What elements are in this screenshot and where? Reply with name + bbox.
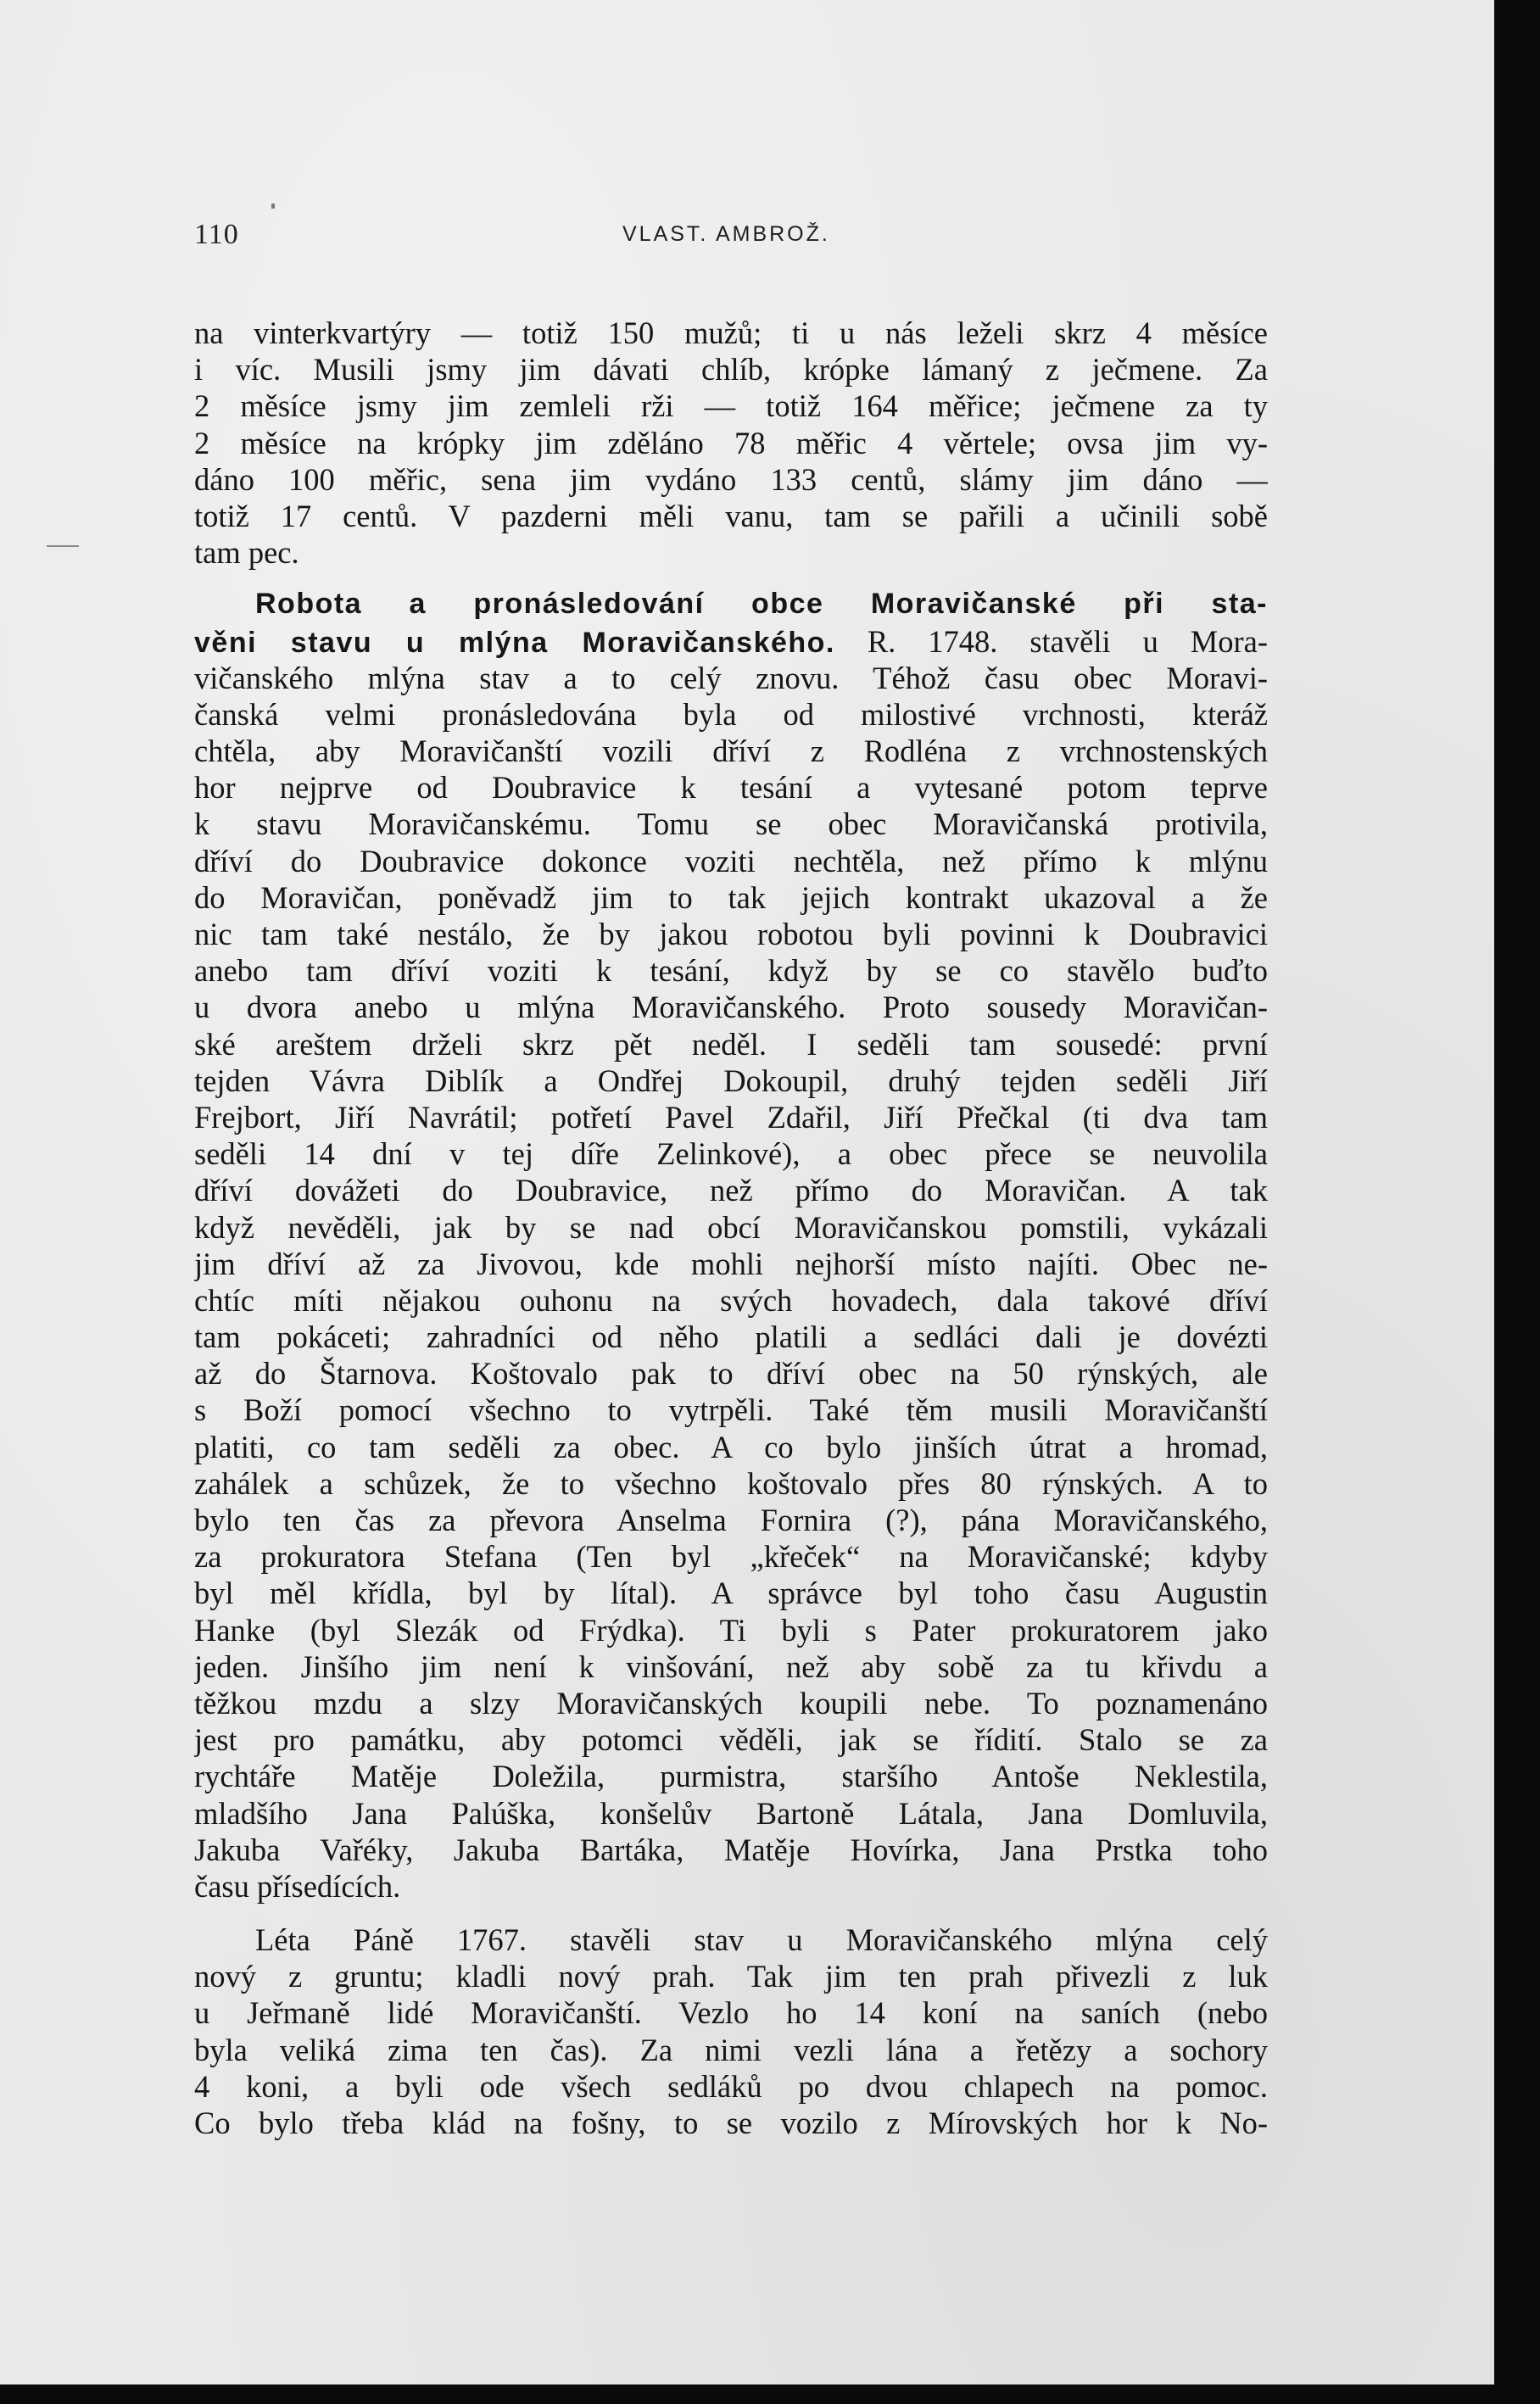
text-line: času přísedících. [194,1868,401,1904]
heading-line [194,623,1268,660]
text-line: i víc. Musili jsmy jim dávati chlíb, krópke lámaný z ječmene. Za [194,352,1268,388]
text-line: dříví dovážeti do Doubravice, než přímo do Moravičan. A tak [194,1173,1268,1208]
text-line: platiti, co tam seděli za obec. A co bylo jinších útrat a hromad, [194,1429,1268,1464]
text-line: ské areštem drželi skrz pět neděl. I seděli tam sousedé: první [194,1026,1268,1062]
spacer [194,571,1268,586]
text-line: jest pro památku, aby potomci věděli, jak se řídití. Stalo se za [194,1722,1268,1758]
text-line: tam pokáceti; zahradníci od něho platili a sedláci dali je dovézti [194,1319,1268,1355]
text-line: když nevěděli, jak by se nad obcí Moravičanskou pomstili, vykázali [194,1209,1268,1245]
text-line: s Boží pomocí všechno to vytrpěli. Také těm musili Moravičanští [194,1392,1268,1428]
text-line: u Jeřmaně lidé Moravičanští. Vezlo ho 14 koní na saních (nebo [194,1995,1268,2031]
text-line: těžkou mzdu a slzy Moravičanských koupili nebe. To poznamenáno [194,1685,1268,1721]
text-line: byla veliká zima ten čas). Za nimi vezli lána a řetězy a sochory [194,2032,1268,2067]
text-line: nový z gruntu; kladli nový prah. Tak jim ten prah přivezli z luk [194,1959,1268,1994]
text-line: nic tam také nestálo, že by jakou robotou byli povinni k Doubravici [194,917,1268,951]
text-line: za prokuratora Stefana (Ten byl „křeček“ na Moravičanské; kdyby [194,1539,1268,1575]
page-number: 110 [194,219,239,250]
section-heading-cont: věni stavu u mlýna Moravičanského. [194,626,835,659]
text-line: dříví do Doubravice dokonce voziti nechtěla, než přímo k mlýnu [194,843,1268,878]
text-line: vičanského mlýna stav a to celý znovu. Téhož času obec Moravi- [194,660,1268,695]
running-head: VLAST. AMBROŽ. [622,222,830,246]
text-line: do Moravičan, poněvadž jim to tak jejich kontrakt ukazoval a že [194,879,1268,915]
text-line: chtíc míti nějakou ouhonu na svých hovadech, dala takové dříví [194,1282,1268,1318]
text-line: bylo ten čas za převora Anselma Fornira (?), pána Moravičanského, [194,1503,1268,1537]
text-line: zahálek a schůzek, že to všechno koštovalo přes 80 rýnských. A to [194,1465,1268,1501]
text-line: na vinterkvartýry — totiž 150 mužů; ti u nás leželi skrz 4 měsíce [194,315,1268,350]
text-line: jeden. Jinšího jim není k vinšování, než aby sobě za tu křivdu a [194,1648,1268,1684]
text-line: rychtáře Matěje Doležila, purmistra, staršího Antoše Neklestila, [194,1759,1268,1794]
text-line: 2 měsíce na krópky jim zděláno 78 měřic 4 věrtele; ovsa jim vy- [194,425,1268,460]
text-line: byl měl křídla, byl by lítal). A správce byl toho času Augustin [194,1576,1268,1611]
text-line: Léta Páně 1767. stavěli stav u Moravičanského mlýna celý [255,1922,1268,1958]
margin-mark [47,545,79,547]
text-line: chtěla, aby Moravičanští vozili dříví z Rodléna z vrchnostenských [194,733,1268,769]
text-line: anebo tam dříví voziti k tesání, když by se co stavělo buďto [194,953,1268,989]
section-heading: Robota a pronásledování obce Moravičanské při sta- [255,588,1268,621]
scan-edge-bottom [0,2384,1540,2404]
text-line: seděli 14 dní v tej díře Zelinkové), a obec přece se neuvolila [194,1136,1268,1172]
text-line: tam pec. [194,535,299,571]
text-line: Frejbort, Jiří Navrátil; potřetí Pavel Zdařil, Jiří Přečkal (ti dva tam [194,1099,1268,1135]
text-line: dáno 100 měřic, sena jim vydáno 133 centů, slámy jim dáno — [194,461,1268,497]
text-line: hor nejprve od Doubravice k tesání a vytesané potom teprve [194,770,1268,806]
body-text [194,315,1268,2141]
text-line: 4 koni, a byli ode všech sedláků po dvou chlapech na pomoc. [194,2068,1268,2104]
text-line: totiž 17 centů. V pazderni měli vanu, tam se pařili a učinili sobě [194,498,1268,533]
text-line: Co bylo třeba klád na fošny, to se vozilo z Mírovských hor k No- [194,2106,1268,2140]
scan-edge-right [1494,0,1540,2404]
text-line: čanská velmi pronásledována byla od milostivé vrchnosti, kteráž [194,696,1268,732]
text-line: Hanke (byl Slezák od Frýdka). Ti byli s Pater prokuratorem jako [194,1612,1268,1648]
text-line: mladšího Jana Palúška, konšelův Bartoně Látala, Jana Domluvila, [194,1795,1268,1831]
text-line: tejden Vávra Diblík a Ondřej Dokoupil, druhý tejden seděli Jiří [194,1063,1268,1098]
text-line: jim dříví až za Jivovou, kde mohli nejhorší místo najíti. Obec ne- [194,1246,1268,1281]
text-line: Jakuba Vařéky, Jakuba Bartáka, Matěje Hovírka, Jana Prstka toho [194,1832,1268,1867]
heading-line-rest: R. 1748. stavěli u Mora- [834,623,1268,659]
text-line: až do Štarnova. Koštovalo pak to dříví obec na 50 rýnských, ale [194,1356,1268,1392]
page-header [194,219,1271,261]
spacer [194,1905,1268,1922]
text-line: u dvora anebo u mlýna Moravičanského. Proto sousedy Moravičan- [194,990,1268,1025]
text-line: k stavu Moravičanskému. Tomu se obec Moravičanská protivila, [194,806,1268,842]
scan-speck [271,204,275,209]
text-line: 2 měsíce jsmy jim zemleli rži — totiž 164 měřice; ječmene za ty [194,388,1268,424]
